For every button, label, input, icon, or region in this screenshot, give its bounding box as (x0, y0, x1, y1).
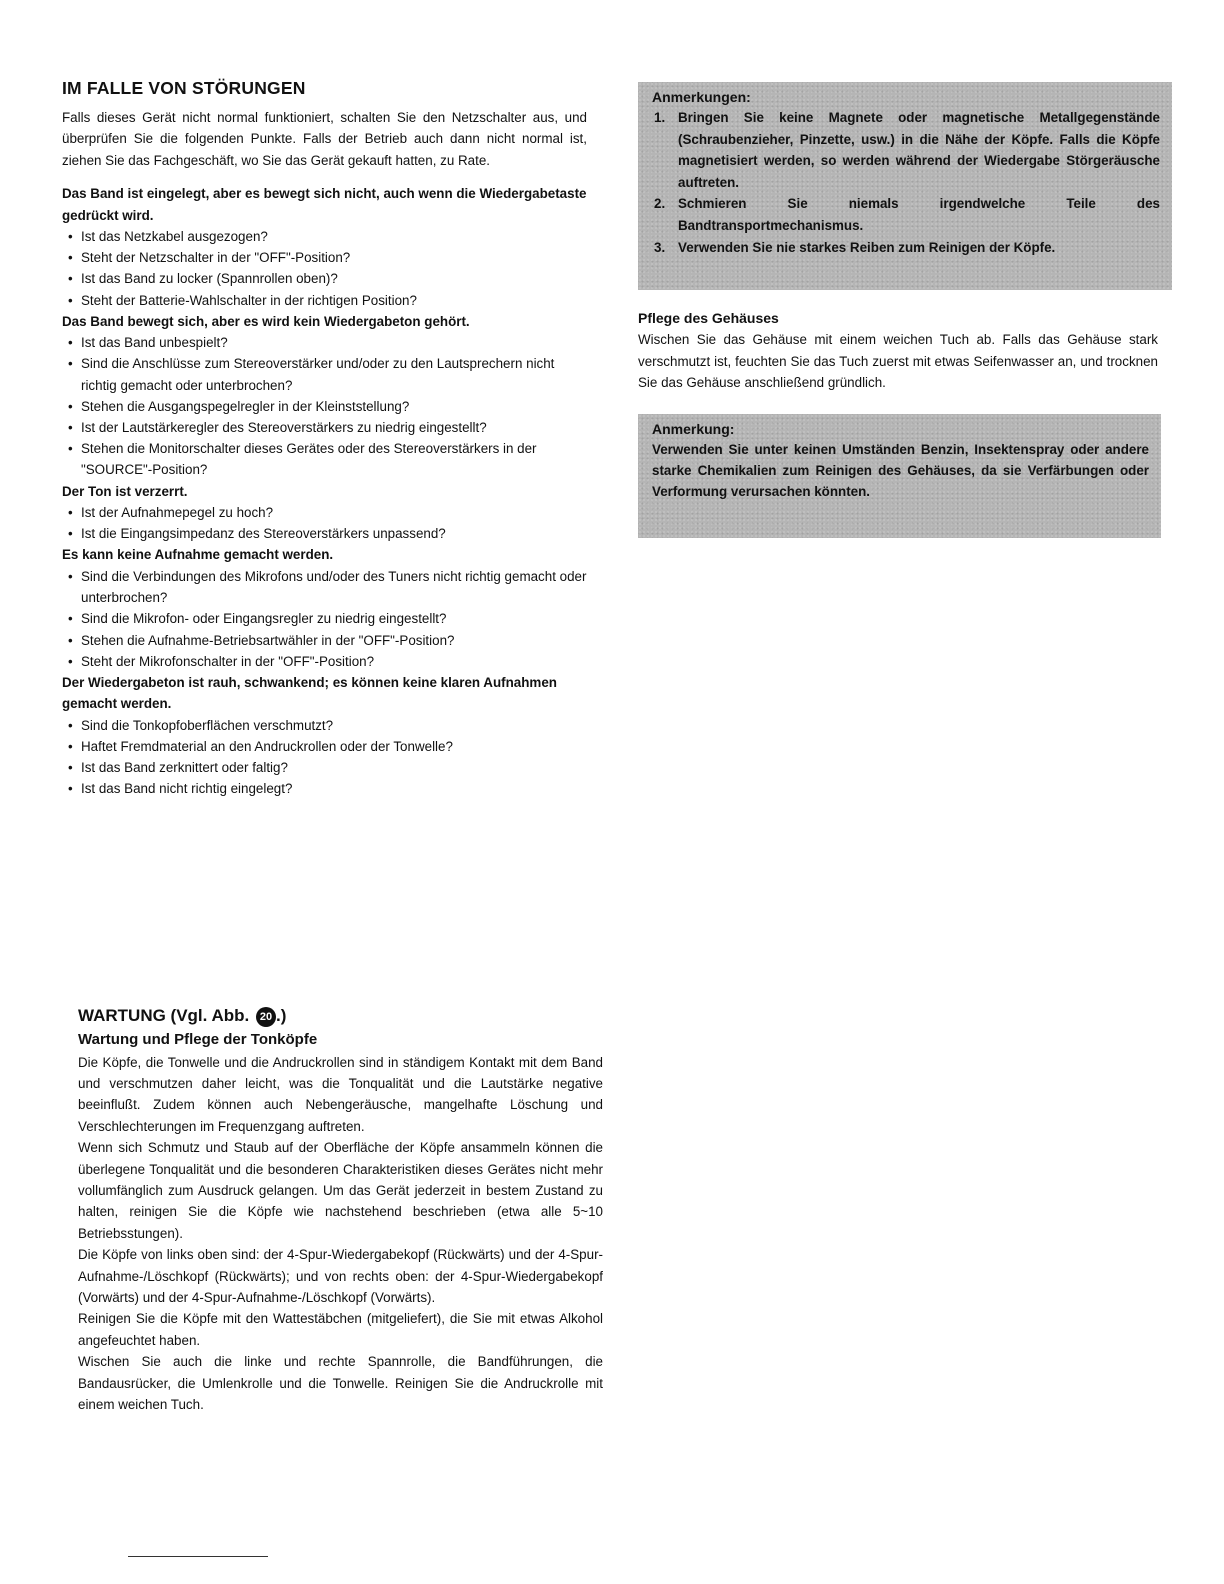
check-item: • Sind die Anschlüsse zum Stereoverstärker und/oder zu den Lautsprechern nicht richtig gemacht oder unterbrochen? (62, 353, 587, 395)
note-text: Verwenden Sie nie starkes Reiben zum Reinigen der Köpfe. (678, 239, 1056, 255)
check-item: • Stehen die Aufnahme-Betriebsartwähler in der "OFF"-Position? (62, 630, 587, 651)
maintenance-paragraph: Die Köpfe von links oben sind: der 4-Spur-Wiedergabekopf (Rückwärts) und der 4-Spur-Aufnahme-/Löschkopf (Rückwärts); und von rechts oben: der 4-Spur-Wiedergabekopf (Vorwärts) und der 4-Spur-Aufnahme-/Löschkopf (Vorwärts). (78, 1247, 603, 1305)
check-item: • Steht der Netzschalter in der "OFF"-Position? (62, 247, 587, 268)
check-list (62, 332, 587, 480)
check-item: • Sind die Mikrofon- oder Eingangsregler zu niedrig eingestellt? (62, 608, 587, 629)
check-item: • Ist das Netzkabel ausgezogen? (62, 226, 587, 247)
troubleshooting-section (62, 78, 587, 800)
notes-box (638, 82, 1172, 290)
note-item (652, 237, 1160, 259)
right-column (638, 82, 1158, 538)
maintenance-paragraph: Wischen Sie auch die linke und rechte Spannrolle, die Bandführungen, die Bandausrücker, die Umlenkrolle und die Tonwelle. Reinigen Sie die Andruckrolle mit einem weichen Tuch. (78, 1354, 603, 1413)
problem-heading: Das Band bewegt sich, aber es wird kein Wiedergabeton gehört. (62, 313, 470, 329)
problem-heading: Es kann keine Aufnahme gemacht werden. (62, 547, 334, 563)
note-number: 1. (654, 110, 666, 125)
caution-text: Verwenden Sie unter keinen Umständen Benzin, Insektenspray oder andere starke Chemikalien zum Reinigen des Gehäuses, da sie Verfärbungen oder Verformung verursachen könnten. (652, 441, 1149, 500)
check-item: • Stehen die Monitorschalter dieses Gerätes oder des Stereoverstärkers in der "SOURCE"-Position? (62, 438, 587, 480)
check-list (62, 502, 587, 544)
check-item: • Steht der Mikrofonschalter in der "OFF"-Position? (62, 651, 587, 672)
troubleshooting-title: IM FALLE VON STÖRUNGEN (62, 78, 306, 98)
footnote-divider (128, 1556, 268, 1557)
check-item: • Ist das Band zerknittert oder faltig? (62, 757, 587, 778)
figure-number-badge: 20 (256, 1007, 276, 1027)
note-text: Schmieren Sie niemals irgendwelche Teile des Bandtransportmechanismus. (678, 196, 1160, 233)
troubleshooting-intro: Falls dieses Gerät nicht normal funktioniert, schalten Sie den Netzschalter aus, und überprüfen Sie die folgenden Punkte. Falls der Betrieb auch dann nicht normal ist, ziehen Sie das Fachgeschäft, wo Sie das Gerät gekauft hatten, zu Rate. (62, 110, 587, 168)
maintenance-paragraph: Die Köpfe, die Tonwelle und die Andruckrollen sind in ständigem Kontakt mit dem Band und verschmutzen daher leicht, was die Tonqualität und die Lautstärke negative beeinflußt. Zudem können auch Nebengeräusche, mangelhafte Löschung und Verschlechterungen im Frequenzgang auftreten. (78, 1054, 603, 1134)
caution-box (638, 414, 1161, 538)
housing-care-heading: Pflege des Gehäuses (638, 310, 779, 326)
check-list (62, 226, 587, 311)
check-item: • Ist der Aufnahmepegel zu hoch? (62, 502, 587, 523)
caution-title: Anmerkung: (652, 420, 735, 437)
maintenance-title-text: WARTUNG (Vgl. Abb. (78, 1006, 250, 1025)
problem-heading: Der Wiedergabeton ist rauh, schwankend; es können keine klaren Aufnahmen gemacht werden. (62, 674, 557, 712)
maintenance-section (78, 1006, 603, 1415)
check-list (62, 566, 587, 672)
check-item: • Ist der Lautstärkeregler des Stereoverstärkers zu niedrig eingestellt? (62, 417, 587, 438)
check-item: • Ist die Eingangsimpedanz des Stereoverstärkers unpassend? (62, 523, 587, 544)
notes-list (652, 107, 1160, 258)
check-list (62, 715, 587, 800)
note-text: Bringen Sie keine Magnete oder magnetische Metallgegenstände (Schraubenzieher, Pinzette, usw.) in die Nähe der Köpfe. Falls die Köpfe magnetisiert werden, so werden während der Wiedergabe Störgeräusche auftreten. (678, 110, 1160, 190)
check-item: • Ist das Band unbespielt? (62, 332, 587, 353)
note-item (652, 107, 1160, 193)
note-number: 3. (654, 239, 666, 255)
note-number: 2. (654, 196, 666, 212)
notes-title: Anmerkungen: (652, 89, 751, 105)
check-item: • Ist das Band nicht richtig eingelegt? (62, 778, 587, 799)
check-item: • Stehen die Ausgangspegelregler in der Kleinststellung? (62, 396, 587, 417)
check-item: • Steht der Batterie-Wahlschalter in der richtigen Position? (62, 290, 587, 311)
note-item (652, 193, 1160, 236)
check-item: • Sind die Verbindungen des Mikrofons und/oder des Tuners nicht richtig gemacht oder unterbrochen? (62, 566, 587, 608)
housing-care-text: Wischen Sie das Gehäuse mit einem weichen Tuch ab. Falls das Gehäuse stark verschmutzt ist, feuchten Sie das Tuch zuerst mit etwas Seifenwasser an, und trocknen Sie das Gehäuse anschließend gründlich. (638, 332, 1158, 391)
maintenance-title-end: .) (275, 1006, 287, 1025)
maintenance-title (78, 1006, 603, 1027)
problem-heading: Das Band ist eingelegt, aber es bewegt sich nicht, auch wenn die Wiedergabetaste gedrückt wird. (62, 186, 587, 223)
maintenance-paragraph: Reinigen Sie die Köpfe mit den Wattestäbchen (mitgeliefert), die Sie mit etwas Alkohol angefeuchtet haben. (78, 1311, 603, 1348)
check-item: • Haftet Fremdmaterial an den Andruckrollen oder der Tonwelle? (62, 736, 587, 757)
problem-heading: Der Ton ist verzerrt. (62, 483, 188, 499)
check-item: • Ist das Band zu locker (Spannrollen oben)? (62, 268, 587, 289)
maintenance-paragraph: Wenn sich Schmutz und Staub auf der Oberfläche der Köpfe ansammeln können die überlegene Tonqualität und die besonderen Charakteristiken dieses Gerätes nicht mehr vollumfänglich zum Ausdruck gelangen. Um das Gerät jederzeit in bestem Zustand zu halten, reinigen Sie die Köpfe wie nachstehend beschrieben (etwa alle 5~10 Betriebsstungen). (78, 1140, 603, 1241)
maintenance-subtitle: Wartung und Pflege der Tonköpfe (78, 1030, 318, 1048)
check-item: • Sind die Tonkopfoberflächen verschmutzt? (62, 715, 587, 736)
